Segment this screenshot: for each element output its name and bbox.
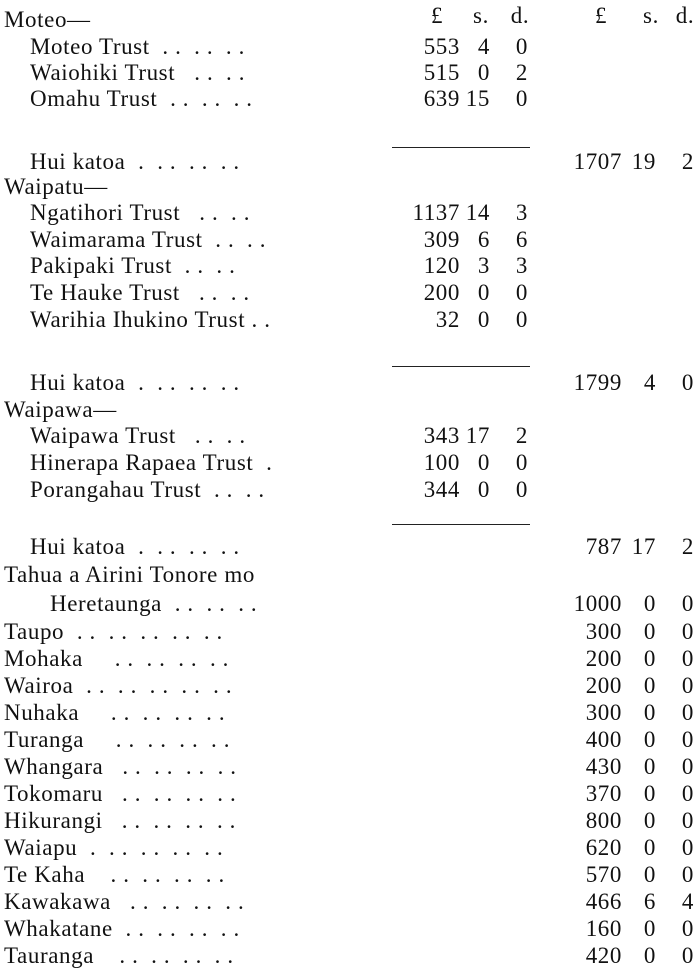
row-label: Moteo Trust . . . . . .	[30, 34, 245, 59]
row-label: Wairoa . . . . . . . . . .	[4, 673, 233, 698]
table-row	[0, 726, 700, 754]
row-label: Porangahau Trust . . . .	[30, 477, 265, 502]
pence-2-cell: 0	[681, 591, 694, 616]
pence-2-cell: 0	[681, 646, 694, 671]
pounds-header-1: £	[430, 3, 444, 28]
table-row	[0, 834, 700, 862]
pounds-1-cell: 515	[423, 60, 460, 85]
table-row	[0, 672, 700, 700]
pounds-2-cell: 570	[585, 862, 622, 887]
shillings-2-cell: 0	[643, 619, 656, 644]
shillings-1-cell: 3	[477, 253, 490, 278]
shillings-2-cell: 0	[643, 808, 656, 833]
pence-2-cell: 0	[681, 370, 694, 395]
table-row	[0, 645, 700, 673]
table-row	[0, 780, 700, 808]
row-label: Waipatu—	[4, 174, 108, 199]
pounds-2-cell: 160	[585, 916, 622, 941]
pounds-2-cell: 200	[585, 673, 622, 698]
shillings-1-cell: 0	[477, 60, 490, 85]
shillings-header-2: s.	[643, 3, 659, 28]
pence-1-cell: 2	[515, 423, 528, 448]
row-label: Tahua a Airini Tonore mo	[4, 562, 255, 587]
row-label: Hui katoa . . . . . . .	[30, 534, 240, 559]
pence-1-cell: 2	[515, 60, 528, 85]
table-row	[0, 590, 700, 618]
pence-1-cell: 0	[515, 477, 528, 502]
shillings-1-cell: 4	[477, 34, 490, 59]
row-label: Hui katoa . . . . . . .	[30, 370, 240, 395]
pence-2-cell: 4	[681, 889, 694, 914]
pounds-2-cell: 466	[585, 889, 622, 914]
shillings-2-cell: 0	[643, 862, 656, 887]
row-label: Heretaunga . . . . . .	[50, 591, 258, 616]
pounds-2-cell: 1799	[573, 370, 622, 395]
pence-2-cell: 2	[681, 149, 694, 174]
table-row	[0, 148, 700, 176]
table-row	[0, 369, 700, 397]
table-row	[0, 279, 700, 307]
pounds-2-cell: 370	[585, 781, 622, 806]
pence-2-cell: 0	[681, 727, 694, 752]
row-label: Whakatane . . . . . . . .	[4, 916, 240, 941]
pounds-2-cell: 400	[585, 727, 622, 752]
table-row	[0, 6, 700, 34]
pence-header-1: d.	[510, 3, 530, 28]
shillings-2-cell: 4	[643, 370, 656, 395]
pence-2-cell: 0	[681, 862, 694, 887]
pounds-1-cell: 553	[423, 34, 460, 59]
table-row	[0, 449, 700, 477]
shillings-1-cell: 17	[465, 423, 490, 448]
row-label: Waimarama Trust . . . .	[30, 227, 267, 252]
table-row	[0, 533, 700, 561]
row-label: Ngatihori Trust . . . .	[30, 200, 251, 225]
table-row	[0, 422, 700, 450]
pence-2-cell: 0	[681, 916, 694, 941]
pounds-1-cell: 200	[423, 280, 460, 305]
shillings-2-cell: 0	[643, 754, 656, 779]
table-row	[0, 807, 700, 835]
subtotal-rule	[392, 147, 530, 148]
pounds-2-cell: 787	[585, 534, 622, 559]
shillings-1-cell: 0	[477, 450, 490, 475]
table-row	[0, 888, 700, 916]
pence-2-cell: 0	[681, 673, 694, 698]
shillings-2-cell: 0	[643, 646, 656, 671]
shillings-2-cell: 0	[643, 943, 656, 968]
pounds-1-cell: 120	[423, 253, 460, 278]
pence-1-cell: 0	[515, 280, 528, 305]
row-label: Hui katoa . . . . . . .	[30, 149, 240, 174]
pence-1-cell: 0	[515, 307, 528, 332]
pence-2-cell: 0	[681, 619, 694, 644]
pence-2-cell: 0	[681, 835, 694, 860]
table-row	[0, 396, 700, 424]
subtotal-rule	[392, 366, 530, 367]
shillings-1-cell: 14	[465, 200, 490, 225]
pence-1-cell: 3	[515, 200, 528, 225]
shillings-1-cell: 0	[477, 307, 490, 332]
pounds-1-cell: 1137	[412, 200, 460, 225]
shillings-1-cell: 0	[477, 477, 490, 502]
pounds-1-cell: 100	[423, 450, 460, 475]
row-label: Moteo—	[4, 7, 91, 32]
pounds-2-cell: 200	[585, 646, 622, 671]
table-row	[0, 942, 700, 970]
table-row	[0, 59, 700, 87]
shillings-1-cell: 0	[477, 280, 490, 305]
row-label: Waipawa—	[4, 397, 117, 422]
table-row	[0, 618, 700, 646]
row-label: Te Hauke Trust . . . .	[30, 280, 250, 305]
pence-2-cell: 0	[681, 781, 694, 806]
row-label: Warihia Ihukino Trust . .	[30, 307, 271, 332]
row-label: Mohaka . . . . . . . .	[4, 646, 230, 671]
shillings-2-cell: 0	[643, 916, 656, 941]
pence-1-cell: 0	[515, 450, 528, 475]
row-label: Waipawa Trust . . . .	[30, 423, 246, 448]
pounds-2-cell: 1000	[573, 591, 622, 616]
pence-header-2: d.	[675, 3, 695, 28]
table-row	[0, 173, 700, 201]
pence-2-cell: 0	[681, 808, 694, 833]
pounds-2-cell: 300	[585, 700, 622, 725]
pounds-2-cell: 1707	[573, 149, 622, 174]
pounds-1-cell: 343	[423, 423, 460, 448]
row-label: Turanga . . . . . . . .	[4, 727, 231, 752]
table-row	[0, 861, 700, 889]
table-row	[0, 226, 700, 254]
pounds-1-cell: 344	[423, 477, 460, 502]
row-label: Whangara . . . . . . . .	[4, 754, 237, 779]
row-label: Nuhaka . . . . . . . .	[4, 700, 226, 725]
shillings-header-1: s.	[473, 3, 489, 28]
pence-2-cell: 0	[681, 754, 694, 779]
table-row	[0, 915, 700, 943]
pounds-2-cell: 800	[585, 808, 622, 833]
pounds-1-cell: 32	[435, 307, 460, 332]
pence-1-cell: 3	[515, 253, 528, 278]
pence-2-cell: 2	[681, 534, 694, 559]
table-row	[0, 252, 700, 280]
shillings-2-cell: 0	[643, 835, 656, 860]
pounds-1-cell: 639	[423, 86, 460, 111]
row-label: Kawakawa . . . . . . . .	[4, 889, 245, 914]
row-label: Hinerapa Rapaea Trust .	[30, 450, 273, 475]
table-row	[0, 561, 700, 589]
pence-2-cell: 0	[681, 943, 694, 968]
row-label: Pakipaki Trust . . . .	[30, 253, 236, 278]
shillings-2-cell: 0	[643, 781, 656, 806]
row-label: Taupo . . . . . . . . . .	[4, 619, 223, 644]
row-label: Hikurangi . . . . . . . .	[4, 808, 237, 833]
shillings-1-cell: 6	[477, 227, 490, 252]
row-label: Waiohiki Trust . . . .	[30, 60, 246, 85]
table-row	[0, 33, 700, 61]
table-row	[0, 699, 700, 727]
pence-1-cell: 6	[515, 227, 528, 252]
shillings-2-cell: 0	[643, 727, 656, 752]
shillings-2-cell: 0	[643, 673, 656, 698]
table-row	[0, 85, 700, 113]
shillings-2-cell: 17	[631, 534, 656, 559]
pounds-2-cell: 430	[585, 754, 622, 779]
row-label: Tauranga . . . . . . . .	[4, 943, 234, 968]
shillings-2-cell: 0	[643, 591, 656, 616]
pounds-1-cell: 309	[423, 227, 460, 252]
shillings-2-cell: 19	[631, 149, 656, 174]
shillings-2-cell: 6	[643, 889, 656, 914]
pounds-2-cell: 620	[585, 835, 622, 860]
pence-1-cell: 0	[515, 34, 528, 59]
row-label: Omahu Trust . . . . . .	[30, 86, 253, 111]
pence-2-cell: 0	[681, 700, 694, 725]
row-label: Tokomaru . . . . . . . .	[4, 781, 237, 806]
row-label: Waiapu . . . . . . . . .	[4, 835, 224, 860]
table-row	[0, 306, 700, 334]
table-row	[0, 753, 700, 781]
pounds-2-cell: 300	[585, 619, 622, 644]
pounds-header-2: £	[594, 3, 608, 28]
table-row	[0, 476, 700, 504]
shillings-2-cell: 0	[643, 700, 656, 725]
pence-1-cell: 0	[515, 86, 528, 111]
table-row	[0, 199, 700, 227]
subtotal-rule	[392, 524, 530, 525]
row-label: Te Kaha . . . . . . . .	[4, 862, 225, 887]
shillings-1-cell: 15	[465, 86, 490, 111]
pounds-2-cell: 420	[585, 943, 622, 968]
